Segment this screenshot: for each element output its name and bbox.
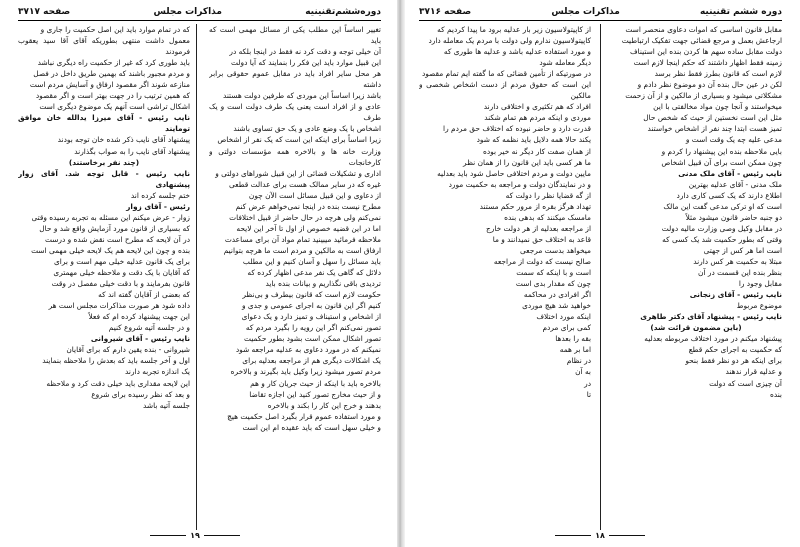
text-line: از همان صفت کار دیگر نه خیر بوده [483, 146, 591, 156]
text-line: از کاپیتولاسیون زیر بار عدلیه برود ما پیدا کردیم که [437, 25, 591, 34]
text-line: (چند نفر برخاستند) [68, 157, 140, 167]
text-line: منازعه شوند اگر مقصود ارفاق و آسایش مردم است [29, 80, 190, 90]
right-column-divider [600, 24, 601, 530]
left-column-divider [196, 24, 197, 530]
text-line: برای اینکه هر دو نظر فقط بنحو [685, 356, 782, 366]
text-line: و در جلسه آتیه شروع کنیم [108, 323, 190, 333]
footer-rule [555, 535, 591, 536]
left-term: دوره‌ششم‌تقنینیه [305, 7, 381, 17]
text-line: جلسه آتیه باشد [143, 400, 190, 410]
text-line: یک اشکالات دیگری هم از مراجعه بعدلیه برای [242, 356, 381, 366]
text-line: زیرا اساساً برای اینکه این است که یک نفر از اشخاص [217, 135, 381, 145]
text-line: نایب رئیس - آقای زنجانی [689, 290, 782, 300]
text-line: در [584, 378, 591, 388]
text-line: اول و آخر جلسه باید که بعدش را ملاحظه بنمایند [42, 356, 190, 366]
text-line: بدهند و خرج این کار را بکند و بالاخره [267, 400, 381, 410]
text-line: زمینه فقط اظهار داشتند که حکم اینجا لازم است [633, 58, 782, 68]
left-page-right-column [209, 24, 381, 530]
text-line: در آن لایحه که مطرح است نقض شده و درست [44, 234, 190, 244]
text-line: داده شود هر صورت مذاکرات مجلس است هر [48, 301, 190, 311]
text-line: موضوع مربوط [736, 301, 782, 311]
footer-rule [150, 535, 186, 536]
text-line: این جهت پیشنهاد کرده ام که فعلاً [88, 312, 190, 322]
text-line: است که او ترکی مدعی گفت این مالک [663, 201, 782, 211]
text-line: صالح نیست که دولت از مراجعه [493, 256, 591, 266]
text-line: ختم جلسه کرده اند [130, 190, 190, 200]
right-page [405, 0, 800, 547]
text-line: کنیم اگر این قانون به اجرای عمومی و جدی و [241, 301, 381, 311]
text-line: اشخاص با یک وضع عادی و یک حق تساوی باشند [233, 124, 381, 134]
text-line: اداری و تشکیلات قضائی از این قبیل شوراهای دولتی و [215, 168, 381, 178]
book-gutter [397, 0, 405, 547]
text-line: اما بر همه [559, 345, 591, 355]
text-line: رئیس - آقای زوار [126, 201, 190, 211]
text-line: اشکال تراشی است آنهم یک موضوع دیگری است [39, 102, 190, 112]
text-line: مثل این است نخستین از حیث که شخص حال [643, 113, 782, 123]
text-line: اینکه مورد اختلاف [536, 312, 591, 322]
text-line: مدعی علیه چه یک وقت است و [685, 135, 782, 145]
text-line: که در تمام موارد باید این اصل حکمیت را جاری و [40, 25, 190, 34]
text-line: و عدلیه قرار ندهند [725, 367, 782, 377]
right-journal-title: مذاکرات مجلس [551, 7, 620, 17]
text-line: یک اندازه تجربه دارند [125, 367, 190, 377]
text-line: پیشنهاد آقای نایب را به صواب بگذارند [74, 146, 190, 156]
text-line: غیره که در سایر ممالک هست برای عدالت قطعی [228, 179, 381, 189]
text-line: یکند حالا همه دلایل باید نظمه که شود [476, 135, 591, 145]
text-line: و مورد استفاده عموم قرار بگیرد اصل حکمیت هیچ [227, 411, 381, 421]
text-line: نمیکنم که در مورد دعاوی به عدلیه مراجعه شود [235, 345, 381, 355]
text-line: و از حیث مخارج تصور کنید این اجازه تقاضا [249, 389, 381, 399]
text-line: خواهید شد هیچ موردی [522, 301, 591, 311]
text-line: و بعد که نظر رسیده برای شروع [91, 389, 190, 399]
right-page-left-column [419, 24, 591, 530]
text-line: میخواستند و آنجا چون مواد مخالفتی با این [653, 102, 782, 112]
text-line: میخواهد بدست مرجعی [519, 245, 591, 255]
right-page-number: صفحه ۳۷۱۶ [419, 7, 472, 17]
text-line: هر محل سایر افراد باید در مقابل عموم حقوقی برابر داشته [209, 69, 381, 90]
text-line: قانون بفرمایند و با دقت خیلی مفصل در وقت [51, 279, 190, 289]
text-line: نایب رئیس - آقای میرزا یدالله خان موافق تومایند [18, 113, 190, 134]
right-page-footer [555, 529, 645, 541]
text-line: اگر افرادی در محاکمه [523, 290, 591, 300]
text-line: برای یک قانون عدلیه خیلی مهم است و برای [54, 256, 190, 266]
text-line: این است که حقوق مردم از دست اشخاص شخصی و مالکین [419, 80, 591, 101]
text-line: که حکمیت به اجرای حکم قطع [688, 345, 782, 355]
text-line: شیروانی - بنده یقین دارم که برای آقایان [66, 345, 190, 355]
text-line: آن خیلی توجه و دقت کرد نه فقط در اینجا بلکه در [229, 47, 381, 57]
text-line: باید طوری کرد که غیر از حکمیت راه دیگری نباشد [37, 58, 190, 68]
text-line: بقه را بعدها [555, 334, 591, 344]
left-page [0, 0, 397, 547]
text-line: مبتلا به حکمیت هر کس دارند [693, 256, 782, 266]
text-line: وزارت خانه ها و بالاخره همه مؤسسات دولتی و کارخانجات [209, 146, 381, 167]
text-line: بایی ملاحظه بنده این پیشنهاد را کردم و [661, 146, 782, 156]
text-line: مشکلاتی میشود و بسیاری از مالکین و از آن زحمت [625, 91, 782, 101]
text-line: که همین ترتیب را در جهت بهتر است و اگر مقصود [35, 91, 190, 101]
text-line: ارفاق است به مالکین و مردم است ما هرچه بتوانیم [223, 245, 381, 255]
text-line: نمی‌کنم ولی هرچه در حال حاضر از قبیل اختلافات [229, 212, 381, 222]
text-line: دولت مقابل ساده سهم ها کردن بنده این استیناف [630, 47, 782, 57]
left-page-folio: ۱۹ [190, 530, 200, 540]
text-line: و مورد استفاده عدلیه باشد و عدلیه ها طوری که [443, 47, 591, 57]
text-line: و خیلی سهل است که باید عقیده ام این است [242, 422, 381, 432]
text-line: تهداد هرگز بقره از مرور حکم مستند [479, 201, 591, 211]
text-line: لازم است که قانون بطرز فقط نظر برسد [654, 69, 782, 79]
text-line: قدرت دارد و حاضر نبوده که اختلاف حق مردم را [443, 124, 591, 134]
text-line: (باین مضمون قرائت شد) [650, 323, 742, 333]
text-line: باشد زیرا اساساً این موردی که طرفین دولت هستند [222, 91, 381, 101]
text-line: کمی برای مردم [542, 323, 591, 333]
text-line: مایین دولت و مردم اختلافی حاصل شود باید بعدلیه [437, 168, 591, 178]
right-page-right-column [610, 24, 782, 530]
text-line: از گه قضایا نظر را دولت که [505, 190, 591, 200]
text-line: نایب رئیس - پیشنهاد آقای دکتر طاهری [640, 312, 782, 322]
right-term: دوره ششم تقنینیه [699, 7, 782, 17]
text-line: مقابل قانون اساسی که اموات دعاوی منحصر است [625, 25, 782, 34]
text-line: موردی و اینکه مردم هم تمام شکند [484, 113, 591, 123]
text-line: تردیدی باقی نگذاریم و بیانات بنده باید [265, 279, 381, 289]
text-line: اما در این قضیه خصوص از اول تا آخر این لایحه [236, 223, 381, 233]
right-page-header [419, 4, 782, 21]
text-line: چون ممکن است برای آن قبیل اشخاص [661, 157, 782, 167]
text-line: باید مسائل را سهل و آسان کنیم و این مطلب [242, 256, 381, 266]
text-line: تصور نمی‌کنم اگر این رویه را بگیرد مردم که [245, 323, 381, 333]
text-line: در نظام [566, 356, 591, 366]
text-line: حکومت لازم است که قانون بیطرف و بی‌نظر [242, 290, 381, 300]
text-line: وقتی که بطور حکمیت شد یک کسی که [662, 234, 782, 244]
right-page-folio: ۱۸ [595, 530, 605, 540]
text-line: معمول داشت منتهی بطوریکه آقای آقا سید یعقوب فرمودند [18, 36, 190, 57]
text-line: است و با اینکه که سمت [516, 268, 591, 278]
text-line: نایب رئیس - قابل توجه شد. آقای زوار پیشنهادی [18, 168, 190, 189]
text-line: ما هر کسی باید این قانون را از همان نظر [463, 157, 591, 167]
text-line: از اشخاص و استیناف و تمیز دارد و یک دعوای [241, 312, 381, 322]
text-line: بنده [769, 389, 782, 399]
left-page-number: صفحه ۳۷۱۷ [18, 7, 71, 17]
text-line: که بعضی از آقایان گفته اند که [98, 290, 190, 300]
text-line: و مردم مجبور باشند که بهمین طریق داخل در فصل [33, 69, 190, 79]
text-line: این لایحه مقداری باید خیلی دقت کرد و ملاحظه [46, 378, 190, 388]
text-line: تصور اشکال ممکن است بشود بطور حکمیت [243, 334, 381, 344]
text-line: مطرح نیست بنده در اینجا نمی‌خواهم عرض کنم [235, 201, 381, 211]
text-line: که آقایان با یک دقت و ملاحظه خیلی مهمتری [53, 268, 190, 278]
text-line: به آن [575, 367, 591, 377]
left-page-footer [150, 529, 240, 541]
text-line: تا [586, 389, 591, 399]
text-line: بالاخره باید با اینکه از حیث جریان کار و هم [250, 378, 381, 388]
text-line: تمیز هست ابتدا چند نفر از اشخاص خواستند [647, 124, 782, 134]
left-page-header [18, 4, 381, 21]
text-line: چون که مقدار بدی است [515, 279, 591, 289]
text-line: لکن در عین حال بنده آن دو موضوع نظر دادم و [637, 80, 782, 90]
text-line: مامسک میکنند که بدهی بنده [504, 212, 591, 222]
text-line: پیشنهاد میکنم در مورد اختلاف مربوطه بعدلیه [644, 334, 782, 344]
text-line: عادی و از افراد است یعنی یک طرف دولت است و یک طرف [209, 102, 381, 123]
text-line: از مراجعه بعدلیه از هر دولت خارج [486, 223, 591, 233]
text-line: ملک مدنی - آقای عدلیه بهترین [688, 179, 782, 189]
left-page-left-column [18, 24, 190, 530]
text-line: تغییر اساساً این مطلب یکی از مسائل مهمی است که باید [209, 25, 381, 46]
text-line: دو جنبه حاضر قانون میشود مثلاً [685, 212, 782, 222]
text-line: در مقابل وکیل وصی وزارت مالیه دولت [661, 223, 782, 233]
text-line: از دعاوی و این قبیل مسائل است الآن چون [248, 190, 381, 200]
text-line: کاپیتولاسیون ندارم ولی دولت با مردم یک معامله دارد [428, 36, 591, 46]
footer-rule [609, 535, 645, 536]
text-line: نایب رئیس - آقای شیروانی [90, 334, 190, 344]
text-line: بنده و چون این لایحه هم یک لایحه خیلی مهمی است [31, 245, 190, 255]
text-line: آن چیزی است که دولت [709, 378, 782, 388]
text-line: زوار - عرض میکنم این مسئله به تجربه رسیده وقتی [31, 212, 190, 222]
text-line: ارجاعش بعمل و مرجع قضائی جهت تفکیک ارتباطیت [621, 36, 782, 46]
left-journal-title: مذاکرات مجلس [153, 7, 222, 17]
text-line: دیگر معامله شود [539, 58, 591, 68]
text-line: در صورتیکه از تأمین قضائی که ما گفته ایم تمام مقصود [421, 69, 591, 79]
text-line: دلائل که گاهی یک نفر مدعی اظهار کرده که [247, 268, 381, 278]
text-line: افراد که هم تکثیری و اختلافی دارند [483, 102, 591, 112]
text-line: است اما هر کس از جهتی [703, 245, 782, 255]
text-line: ملاحظه فرمائید میبینید تمام مواد آن برای مساعدت [224, 234, 381, 244]
footer-rule [204, 535, 240, 536]
text-line: و در نمایندگان دولت و مراجعه به حکمیت مورد [448, 179, 591, 189]
text-line: اطلاع دارند که یک کسی کاری دارد [676, 190, 782, 200]
text-line: که بسیاری از قانون مورد آزمایش واقع شد و حال [39, 223, 190, 233]
text-line: پیشنهاد آقای نایب ذکر شده خان توجه بودند [57, 135, 190, 145]
text-line: مقابل وجود را [738, 279, 782, 289]
text-line: مردم تصور میشود زیرا وکیل باید بگیرند و بالاخره [230, 367, 381, 377]
text-line: بنظر بنده این قسمت در آن [698, 268, 782, 278]
text-line: این قبیل موارد باید این فکر را بنمایند که آیا دولت [231, 58, 381, 68]
text-line: قاعد به اختلاف حق نمیدانند و ما [492, 234, 591, 244]
text-line: نایب رئیس - آقای ملک مدنی [678, 168, 782, 178]
